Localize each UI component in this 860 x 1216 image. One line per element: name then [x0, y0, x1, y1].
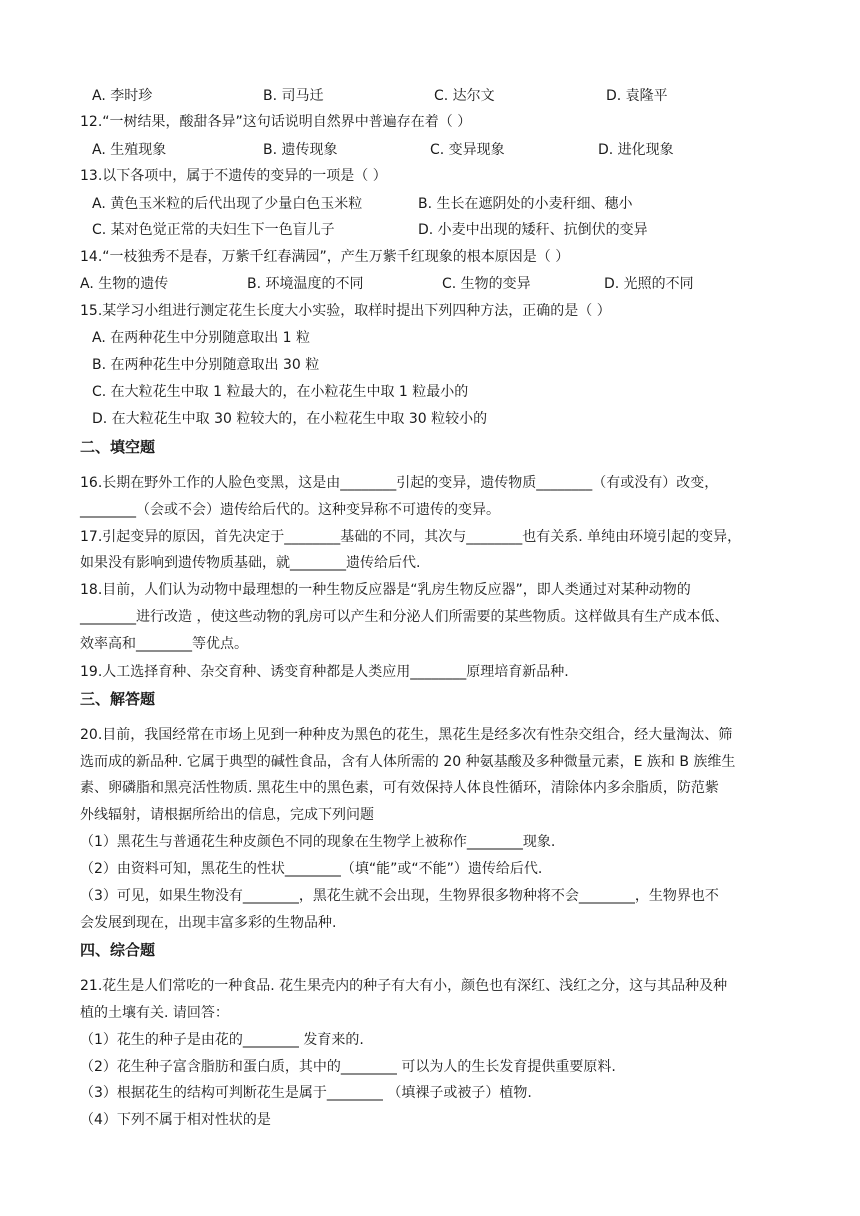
q13-option-b: B. 生长在遮阴处的小麦秆细、穗小	[418, 196, 633, 212]
q17-line-1: 17.引起变异的原因，首先决定于________基础的不同，其次与________也有关系. 单纯由环境引起的变异，	[80, 529, 742, 545]
q14-stem: 14.“一枝独秀不是春，万紫千红春满园”，产生万紫千红现象的根本原因是（ ）	[80, 249, 570, 265]
q18-line-3: 效率高和________等优点。	[80, 636, 248, 652]
q21-part-2: （2）花生种子富含脂肪和蛋白质，其中的________ 可以为人的生长发育提供重要原料.	[80, 1059, 616, 1075]
q21-part-4: （4）下列不属于相对性状的是	[80, 1112, 271, 1128]
q12-stem: 12.“一树结果，酸甜各异”这句话说明自然界中普遍存在着（ ）	[80, 114, 472, 130]
q14-option-b: B. 环境温度的不同	[247, 276, 364, 292]
q13-stem: 13.以下各项中，属于不遗传的变异的一项是（ ）	[80, 168, 387, 184]
q13-option-d: D. 小麦中出现的矮秆、抗倒伏的变异	[418, 222, 648, 238]
q20-line-1: 20.目前，我国经常在市场上见到一种种皮为黑色的花生，黑花生是经多次有性杂交组合，经大量淘汰、筛	[80, 727, 733, 743]
q11-option-d: D. 袁隆平	[606, 88, 668, 104]
q20-part-3b: 会发展到现在，出现丰富多彩的生物品种.	[80, 915, 337, 931]
section-heading-comprehensive: 四、综合题	[80, 941, 156, 959]
q18-line-2: ________进行改造 ，使这些动物的乳房可以产生和分泌人们所需要的某些物质。这样做具有生产成本低、	[80, 609, 729, 625]
q14-option-a: A. 生物的遗传	[80, 276, 169, 292]
q21-line-2: 植的土壤有关. 请回答：	[80, 1005, 229, 1021]
q15-option-c: C. 在大粒花生中取 1 粒最大的，在小粒花生中取 1 粒最小的	[92, 384, 469, 400]
q15-option-d: D. 在大粒花生中取 30 粒较大的，在小粒花生中取 30 粒较小的	[92, 411, 488, 427]
q14-option-d: D. 光照的不同	[604, 276, 694, 292]
q12-option-a: A. 生殖现象	[92, 142, 167, 158]
q20-line-3: 素、卵磷脂和黑亮活性物质. 黑花生中的黑色素，可有效保持人体良性循环，清除体内多余脂质，防范紫	[80, 780, 719, 796]
q13-option-a: A. 黄色玉米粒的后代出现了少量白色玉米粒	[92, 196, 363, 212]
q17-line-2: 如果没有影响到遗传物质基础，就________遗传给后代.	[80, 555, 421, 571]
q11-option-a: A. 李时珍	[92, 88, 153, 104]
section-heading-fill-blank: 二、填空题	[80, 438, 156, 456]
q13-option-c: C. 某对色觉正常的夫妇生下一色盲儿子	[92, 222, 335, 238]
q12-option-b: B. 遗传现象	[263, 142, 338, 158]
q15-option-b: B. 在两种花生中分别随意取出 30 粒	[92, 357, 320, 373]
q16-line-2: ________（会或不会）遗传给后代的。这种变异称不可遗传的变异。	[80, 502, 500, 518]
q21-part-1: （1）花生的种子是由花的________ 发育来的.	[80, 1032, 364, 1048]
q15-option-a: A. 在两种花生中分别随意取出 1 粒	[92, 330, 311, 346]
q11-option-b: B. 司马迁	[263, 88, 324, 104]
q21-line-1: 21.花生是人们常吃的一种食品. 花生果壳内的种子有大有小，颜色也有深红、浅红之分，这与其品种及种	[80, 978, 728, 994]
section-heading-answer: 三、解答题	[80, 690, 156, 708]
q20-line-2: 选而成的新品种. 它属于典型的碱性食品，含有人体所需的 20 种氨基酸及多种微量元素，E 族和 B 族维生	[80, 754, 736, 770]
q20-part-1: （1）黑花生与普通花生种皮颜色不同的现象在生物学上被称作________现象.	[80, 834, 556, 850]
q21-part-3: （3）根据花生的结构可判断花生是属于________ （填裸子或被子）植物.	[80, 1085, 532, 1101]
q18-line-1: 18.目前，人们认为动物中最理想的一种生物反应器是“乳房生物反应器”，即人类通过对某种动物的	[80, 582, 691, 598]
q16-line-1: 16.长期在野外工作的人脸色变黑，这是由________引起的变异，遗传物质________（有或没有）改变，	[80, 475, 719, 491]
q20-line-4: 外线辐射，请根据所给出的信息，完成下列问题	[80, 807, 374, 823]
q12-option-d: D. 进化现象	[598, 142, 674, 158]
q11-option-c: C. 达尔文	[434, 88, 495, 104]
q19-line: 19.人工选择育种、杂交育种、诱变育种都是人类应用________原理培育新品种.	[80, 664, 569, 680]
q15-stem: 15.某学习小组进行测定花生长度大小实验，取样时提出下列四种方法，正确的是（ ）	[80, 303, 611, 319]
q20-part-3a: （3）可见，如果生物没有________，黑花生就不会出现，生物界很多物种将不会________，生物界也不	[80, 888, 719, 904]
q12-option-c: C. 变异现象	[430, 142, 505, 158]
q20-part-2: （2）由资料可知，黑花生的性状________（填“能”或“不能”）遗传给后代.	[80, 861, 543, 877]
q14-option-c: C. 生物的变异	[442, 276, 531, 292]
